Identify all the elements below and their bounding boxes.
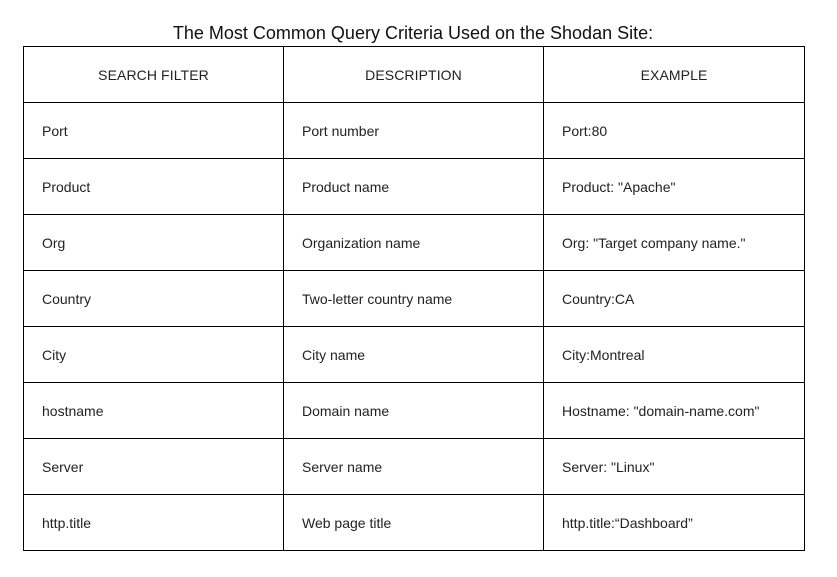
cell-example: Port:80 [544, 103, 805, 159]
column-header-description: DESCRIPTION [284, 47, 544, 103]
table-row [24, 327, 805, 383]
cell-description: Domain name [284, 383, 544, 439]
cell-description: Organization name [284, 215, 544, 271]
cell-search-filter: Port [24, 103, 284, 159]
page-title: The Most Common Query Criteria Used on the Shodan Site: [172, 23, 654, 43]
cell-search-filter: Country [24, 271, 284, 327]
cell-description: Product name [284, 159, 544, 215]
cell-description: Port number [284, 103, 544, 159]
cell-example: http.title:“Dashboard” [544, 495, 805, 551]
column-header-search-filter: SEARCH FILTER [24, 47, 284, 103]
table-row [24, 271, 805, 327]
cell-example: Org: "Target company name." [544, 215, 805, 271]
column-header-example: EXAMPLE [544, 47, 805, 103]
cell-example: Server: "Linux" [544, 439, 805, 495]
table-row [24, 215, 805, 271]
table-row [24, 439, 805, 495]
cell-example: Country:CA [544, 271, 805, 327]
table-row [24, 383, 805, 439]
cell-search-filter: City [24, 327, 284, 383]
cell-search-filter: hostname [24, 383, 284, 439]
cell-search-filter: http.title [24, 495, 284, 551]
table-row [24, 103, 805, 159]
table-header-row [24, 47, 805, 103]
cell-description: City name [284, 327, 544, 383]
cell-description: Two-letter country name [284, 271, 544, 327]
cell-search-filter: Server [24, 439, 284, 495]
cell-search-filter: Org [24, 215, 284, 271]
cell-description: Web page title [284, 495, 544, 551]
cell-example: Hostname: "domain-name.com" [544, 383, 805, 439]
cell-description: Server name [284, 439, 544, 495]
cell-example: City:Montreal [544, 327, 805, 383]
table-row [24, 495, 805, 551]
query-criteria-table [23, 46, 805, 551]
cell-example: Product: "Apache" [544, 159, 805, 215]
cell-search-filter: Product [24, 159, 284, 215]
table-row [24, 159, 805, 215]
